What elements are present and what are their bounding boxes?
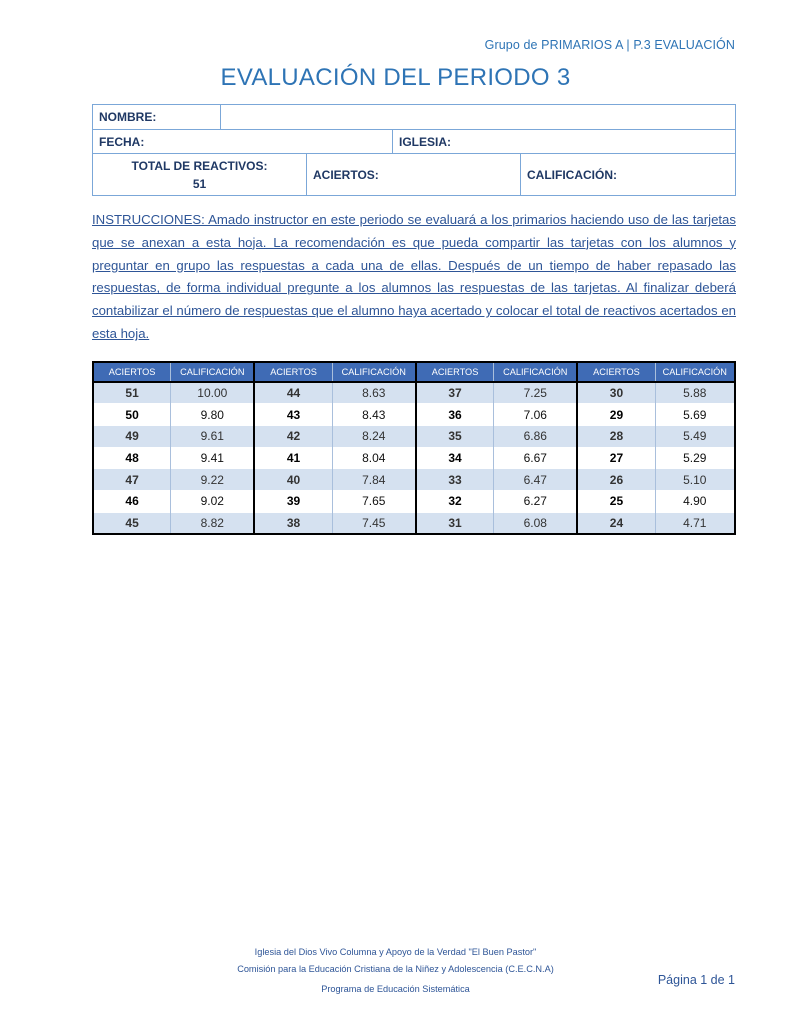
calificacion-cell: 4.90 [655, 490, 735, 512]
aciertos-cell: 38 [254, 512, 332, 534]
total-reactivos-value: 51 [192, 176, 207, 191]
grade-conversion-table [92, 361, 736, 535]
calificacion-cell: 7.65 [332, 490, 416, 512]
aciertos-cell: 36 [416, 404, 494, 426]
calificacion-cell: 5.88 [655, 382, 735, 404]
aciertos-cell: 28 [577, 425, 655, 447]
aciertos-cell: 34 [416, 447, 494, 469]
total-reactivos-cell [93, 154, 307, 195]
aciertos-cell: 27 [577, 447, 655, 469]
aciertos-cell: 32 [416, 490, 494, 512]
aciertos-cell: 43 [254, 404, 332, 426]
aciertos-cell: 51 [93, 382, 171, 404]
calificacion-cell: 5.49 [655, 425, 735, 447]
header-aciertos-3: ACIERTOS [416, 362, 494, 382]
calificacion-cell: 8.43 [332, 404, 416, 426]
aciertos-cell: 31 [416, 512, 494, 534]
calificacion-cell: 9.61 [171, 425, 255, 447]
info-row-totals [93, 154, 735, 195]
calificacion-cell: 6.86 [494, 425, 578, 447]
calificacion-cell: 9.22 [171, 469, 255, 491]
calificacion-cell: 5.10 [655, 469, 735, 491]
header-calificacion-1: CALIFICACIÓN [171, 362, 255, 382]
page-number: Página 1 de 1 [657, 973, 735, 987]
header-aciertos-4: ACIERTOS [577, 362, 655, 382]
aciertos-cell: 49 [93, 425, 171, 447]
calificacion-cell: 9.02 [171, 490, 255, 512]
aciertos-cell: 41 [254, 447, 332, 469]
table-row [93, 512, 735, 534]
aciertos-cell: 42 [254, 425, 332, 447]
table-row [93, 382, 735, 404]
table-row [93, 404, 735, 426]
iglesia-label[interactable]: IGLESIA: [399, 134, 452, 149]
calificacion-cell: 9.80 [171, 404, 255, 426]
nombre-label: NOMBRE: [93, 105, 221, 129]
calificacion-label[interactable]: CALIFICACIÓN: [527, 167, 617, 182]
aciertos-cell: 33 [416, 469, 494, 491]
calificacion-cell: 6.27 [494, 490, 578, 512]
aciertos-cell: 24 [577, 512, 655, 534]
aciertos-cell: 37 [416, 382, 494, 404]
calificacion-cell: 5.29 [655, 447, 735, 469]
calificacion-cell: 7.25 [494, 382, 578, 404]
calificacion-cell: 7.84 [332, 469, 416, 491]
header-calificacion-4: CALIFICACIÓN [655, 362, 735, 382]
calificacion-cell: 10.00 [171, 382, 255, 404]
table-row [93, 447, 735, 469]
aciertos-cell: 45 [93, 512, 171, 534]
table-row [93, 490, 735, 512]
calificacion-cell: 6.08 [494, 512, 578, 534]
calificacion-cell: 6.47 [494, 469, 578, 491]
calificacion-cell: 8.82 [171, 512, 255, 534]
footer [0, 944, 791, 998]
header-aciertos-1: ACIERTOS [93, 362, 171, 382]
page-title: EVALUACIÓN DEL PERIODO 3 [220, 64, 571, 91]
header-calificacion-2: CALIFICACIÓN [332, 362, 416, 382]
grade-table-body [93, 382, 735, 534]
info-row-fecha [93, 130, 735, 154]
footer-church-name: Iglesia del Dios Vivo Columna y Apoyo de la Verdad "El Buen Pastor" [254, 947, 537, 957]
aciertos-cell: 29 [577, 404, 655, 426]
calificacion-cell: 9.41 [171, 447, 255, 469]
calificacion-cell: 8.04 [332, 447, 416, 469]
calificacion-cell: 6.67 [494, 447, 578, 469]
aciertos-cell: 39 [254, 490, 332, 512]
aciertos-cell: 44 [254, 382, 332, 404]
footer-program: Programa de Educación Sistemática [321, 984, 470, 994]
aciertos-cell: 50 [93, 404, 171, 426]
aciertos-cell: 35 [416, 425, 494, 447]
aciertos-cell: 48 [93, 447, 171, 469]
calificacion-cell: 5.69 [655, 404, 735, 426]
fecha-label[interactable]: FECHA: [93, 130, 393, 153]
aciertos-cell: 26 [577, 469, 655, 491]
grade-table-header [93, 362, 735, 382]
aciertos-cell: 25 [577, 490, 655, 512]
aciertos-cell: 40 [254, 469, 332, 491]
calificacion-cell: 4.71 [655, 512, 735, 534]
info-row-nombre [93, 105, 735, 130]
calificacion-cell: 7.06 [494, 404, 578, 426]
header-group-line: Grupo de PRIMARIOS A | P.3 EVALUACIÓN [484, 38, 735, 52]
table-row [93, 469, 735, 491]
nombre-field[interactable] [221, 105, 735, 129]
calificacion-cell: 8.24 [332, 425, 416, 447]
aciertos-cell: 30 [577, 382, 655, 404]
header-calificacion-3: CALIFICACIÓN [494, 362, 578, 382]
calificacion-cell: 8.63 [332, 382, 416, 404]
header-aciertos-2: ACIERTOS [254, 362, 332, 382]
table-row [93, 425, 735, 447]
instructions-text: INSTRUCCIONES: Amado instructor en este periodo se evaluará a los primarios haciendo uso de las tarjetas que se anexan a esta hoja. La recomendación es que pueda compartir las tarjetas con los alumnos y preguntar en grupo las respuestas a cada una de ellas. Después de un tiempo de haber repasado las respuestas, de forma individual pregunte a los alumnos las respuestas de las tarjetas. Al finalizar deberá contabilizar el número de respuestas que el alumno haya acertado y colocar el total de reactivos acertados en esta hoja. [92, 212, 736, 341]
aciertos-label[interactable]: ACIERTOS: [307, 154, 521, 195]
student-info-table [92, 104, 736, 196]
calificacion-cell: 7.45 [332, 512, 416, 534]
aciertos-cell: 47 [93, 469, 171, 491]
aciertos-cell: 46 [93, 490, 171, 512]
total-reactivos-label: TOTAL DE REACTIVOS: [131, 158, 268, 173]
footer-commission: Comisión para la Educación Cristiana de la Niñez y Adolescencia (C.E.C.N.A) [237, 964, 554, 974]
